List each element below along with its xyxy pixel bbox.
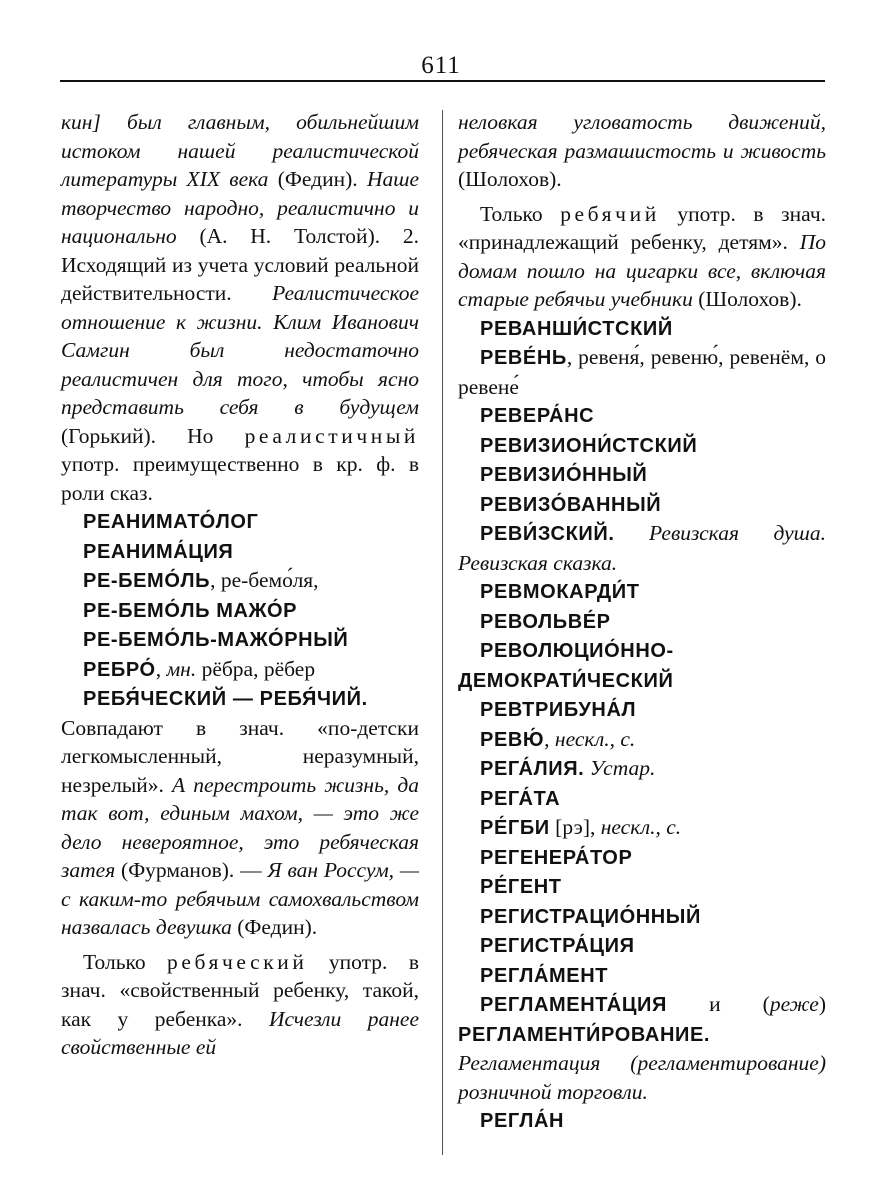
headword-revizionny: РЕВИЗИО́ННЫЙ xyxy=(480,464,648,486)
headword-reglan: РЕГЛА́Н xyxy=(480,1110,565,1132)
headword-regata: РЕГА́ТА xyxy=(480,787,561,810)
headword-reanimatolog: РЕАНИМАТО́ЛОГ xyxy=(83,511,259,533)
headword-regent: РЕ́ГЕНТ xyxy=(480,876,562,898)
header-rule xyxy=(60,80,825,82)
headword-reglamentatsiya: РЕГЛАМЕНТА́ЦИЯ и (реже) РЕГЛАМЕНТИ́РОВАНИЕ. Регламентация (регламентирование) розничной торговли. xyxy=(458,992,826,1104)
headword-reanimatsiya: РЕАНИМА́ЦИЯ xyxy=(83,540,234,563)
headword-reven: РЕВЕ́НЬ, ревеня́, ревеню́, ревенём, о ревене́ xyxy=(458,345,826,399)
headword-registratsiya: РЕГИСТРА́ЦИЯ xyxy=(480,935,635,957)
headword-reglament: РЕГЛА́МЕНТ xyxy=(480,964,609,987)
headword-revyu: РЕВЮ́, нескл., с. xyxy=(480,726,636,751)
headword-revanshistsky: РЕВАНШИ́СТСКИЙ xyxy=(480,317,673,340)
paragraph-tolko-rebyachesky: Только ребяческий употр. в знач. «свойственный ребенку, такой, как у ребенка». Исчезли ранее свойственные ей xyxy=(61,949,419,1059)
paragraph-tolko-rebyachy: Только ребячий употр. в знач. «принадлежащий ребенку, детям». По домам пошло на цигарки все, включая старые ребячьи учебники (Шолохов). xyxy=(458,201,827,311)
left-column xyxy=(61,108,419,1062)
headword-registratsionny: РЕГИСТРАЦИО́ННЫЙ xyxy=(480,905,701,928)
headword-revolyutsionno-demokratichesky: РЕВОЛЮЦИО́ННО-ДЕМОКРАТИ́ЧЕСКИЙ xyxy=(458,640,674,692)
column-divider xyxy=(442,110,443,1155)
headword-revizovanny: РЕВИЗО́ВАННЫЙ xyxy=(480,493,662,516)
headword-regenerator: РЕГЕНЕРА́ТОР xyxy=(480,846,633,869)
headword-regbi: РЕ́ГБИ [рэ], нескл., с. xyxy=(480,815,682,839)
headword-revizionistsky: РЕВИЗИОНИ́СТСКИЙ xyxy=(480,434,698,457)
page-number: 611 xyxy=(421,52,461,79)
headword-reverans: РЕВЕРА́НС xyxy=(480,405,595,427)
paragraph-continuation: неловкая угловатость движений, ребяческая размашистость и живость (Шолохов). xyxy=(458,110,826,191)
headword-regaliya: РЕГА́ЛИЯ. Устар. xyxy=(480,756,656,780)
headword-re-bemol-mazhor: РЕ-БЕМО́ЛЬ МАЖО́Р xyxy=(83,599,298,622)
headword-revolver: РЕВОЛЬВЕ́Р xyxy=(480,610,611,633)
headword-rebro: РЕБРО́, мн. рёбра, рёбер xyxy=(83,656,316,681)
headword-revizsky: РЕВИ́ЗСКИЙ. Ревизская душа. Ревизская сказка. xyxy=(458,521,826,575)
headword-revtribunal: РЕВТРИБУНА́Л xyxy=(480,699,637,721)
headword-rebyachesky: РЕБЯ́ЧЕСКИЙ — РЕБЯ́ЧИЙ. xyxy=(83,688,368,710)
paragraph-realistichny: кин] был главным, обильнейшим истоком нашей реалистической литературы XIX века (Федин). Наше творчество народно, реалистично и национально (А. Н. Толстой). 2. Исходящий из учета условий реальной действительности. Реалистическое отношение к жизни. Клим Иванович Самгин был недостаточно реалистичен для того, чтобы ясно представить себя в будущем (Горький). Но реалистичный употр. преимущественно в кр. ф. в роли сказ. xyxy=(61,110,419,505)
headword-re-bemol: РЕ-БЕМО́ЛЬ, ре-бемо́ля, xyxy=(83,568,319,592)
paragraph-sovpadayut: Совпадают в знач. «по-детски легкомысленный, неразумный, незрелый». А перестроить жизнь, да так вот, единым махом, — это же дело невероятное, это ребяческая затея (Фурманов). — Я ван Россум, — с каким-то ребячьим самохвальством назвалась девушка (Федин). xyxy=(61,715,419,939)
right-column xyxy=(458,108,826,1136)
headword-revmokardit: РЕВМОКАРДИ́Т xyxy=(480,581,640,603)
headword-re-bemol-mazhorny: РЕ-БЕМО́ЛЬ-МАЖО́РНЫЙ xyxy=(83,629,349,651)
